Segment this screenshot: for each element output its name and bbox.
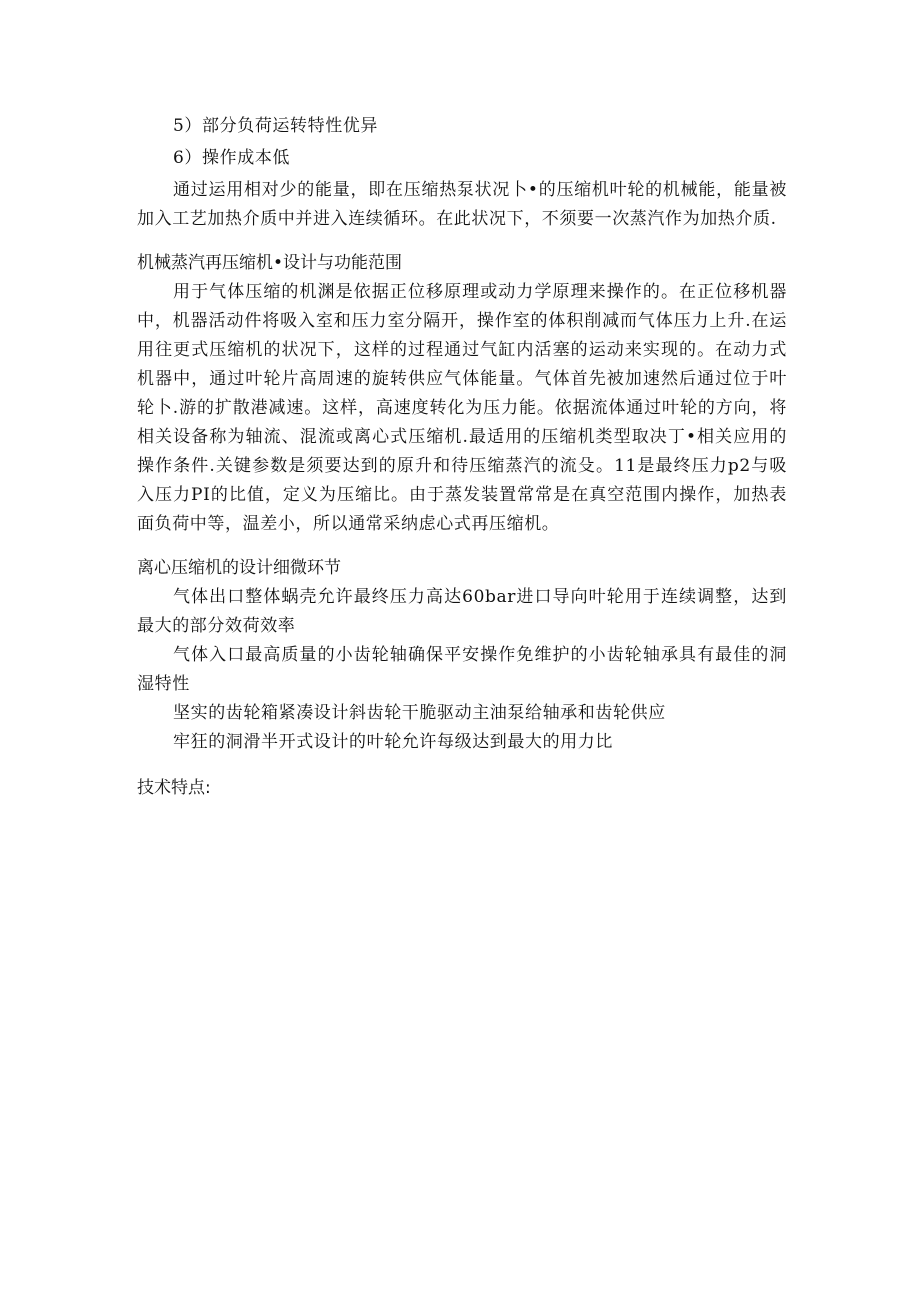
section-heading-mvr-design: 机械蒸汽再压缩机•设计与功能范围 [137, 253, 403, 273]
list-item-5: 5）部分负荷运转特性优异 [173, 116, 379, 136]
detail-item-gas-outlet: 气体出口整体蜗壳允许最终压力高达60bar进口导向叶轮用于连续调整，达到最大的部分效荷效率 [137, 587, 787, 636]
section-heading-centrifugal-details: 离心压缩机的设计细微环节 [137, 558, 341, 578]
section-heading-technical-features: 技术特点: [137, 778, 211, 798]
list-item-6: 6）操作成本低 [173, 148, 291, 168]
intro-paragraph: 通过运用相对少的能量，即在压缩热泵状况卜•的压缩机叶轮的机械能，能量被加入工艺加热介质中并进入连续循环。在此状况下，不须要一次蒸汽作为加热介质. [137, 180, 787, 229]
detail-item-gas-inlet: 气体入口最高质量的小齿轮轴确保平安操作免维护的小齿轮轴承具有最佳的洞湿特性 [137, 645, 787, 694]
section-paragraph-mvr-design: 用于气体压缩的机渊是依据正位移原理或动力学原理来操作的。在正位移机器中，机器活动件将吸入室和压力室分隔开，操作室的体积削减而气体压力上升.在运用往更式压缩机的状况下，这样的过程通过气缸内活塞的运动来实现的。在动力式机器中，通过叶轮片高周速的旋转供应气体能量。气体首先被加速然后通过位于叶轮卜.游的扩散港减速。这样，高速度转化为压力能。依据流体通过叶轮的方向，将相关设备称为轴流、混流或离心式压缩机.最适用的压缩机类型取决丁•相关应用的操作条件.关键参数是须要达到的原升和待压缩蒸汽的流殳。11是最终压力p2与吸入压力PI的比值，定义为压缩比。由于蒸发装置常常是在真空范围内操作，加热表面负荷中等，温差小，所以通常采纳虑心式再压缩机。 [137, 282, 787, 534]
detail-item-gearbox: 坚实的齿轮箱紧凑设计斜齿轮干脆驱动主油泵给轴承和齿轮供应 [173, 703, 666, 723]
document-body [137, 112, 787, 803]
detail-item-impeller: 牢狂的洞滑半开式设计的叶轮允许每级达到最大的用力比 [173, 732, 613, 752]
